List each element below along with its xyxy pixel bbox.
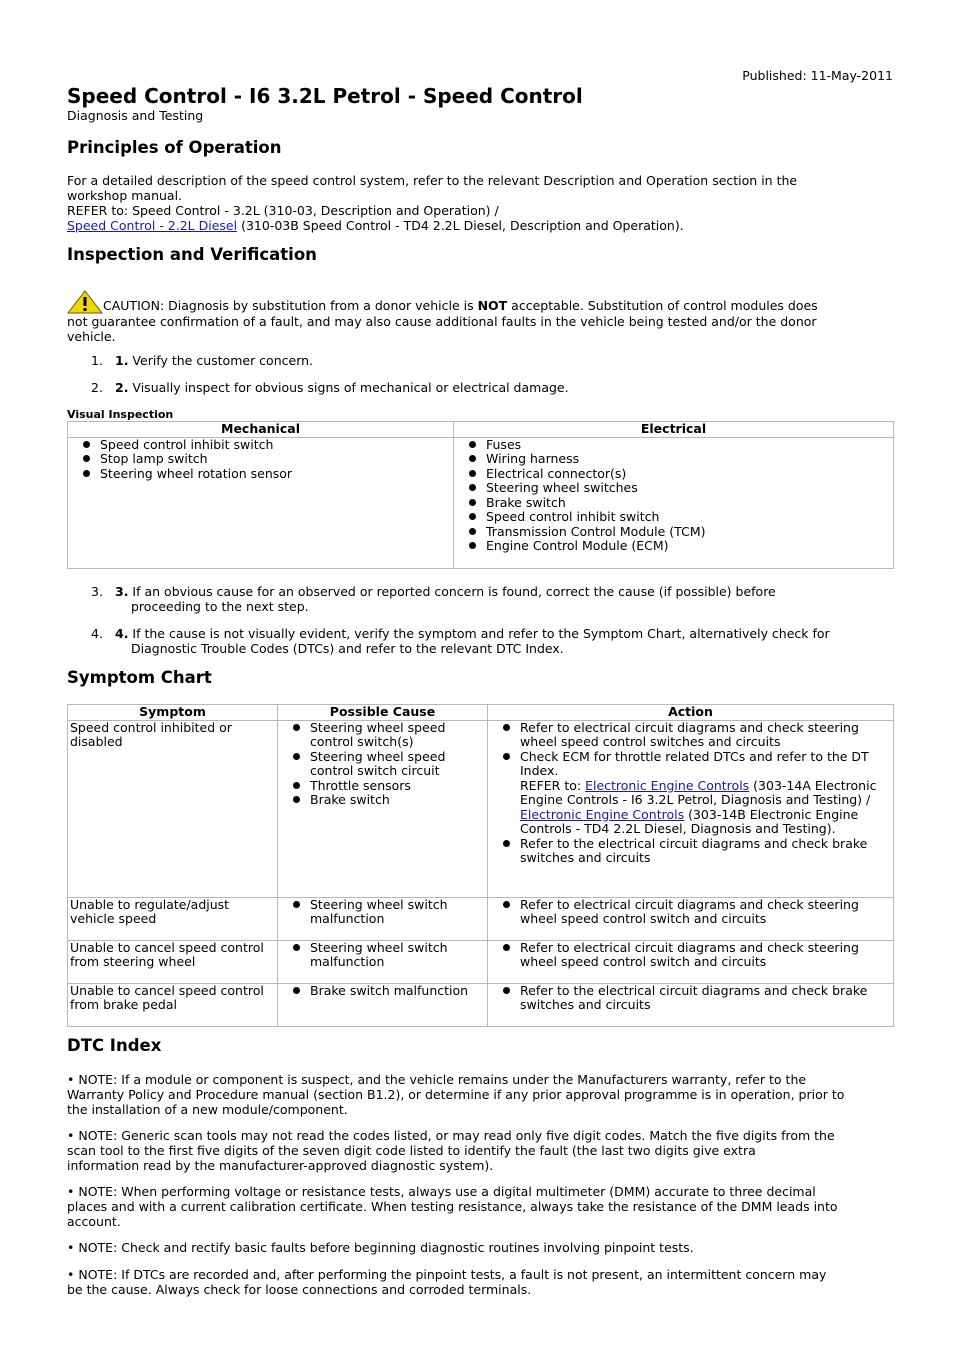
step-1-bold: 1. [115, 353, 129, 368]
note-line: be the cause. Always check for loose connections and corroded terminals. [67, 1282, 532, 1297]
note-line: account. [67, 1214, 121, 1229]
column-header-mechanical: Mechanical [68, 422, 454, 438]
note-line: • NOTE: If a module or component is suspect, and the vehicle remains under the Manufacturers warranty, refer to the [67, 1072, 807, 1087]
list-item: Brake switch malfunction [310, 984, 485, 999]
list-item: Refer to electrical circuit diagrams and check steering wheel speed control switch and circuits [520, 941, 891, 970]
action-cell [488, 940, 894, 983]
table-row [68, 983, 894, 1026]
column-header-electrical: Electrical [454, 422, 894, 438]
cause-list [280, 984, 485, 999]
mechanical-cell [68, 437, 454, 568]
note-line: • NOTE: Generic scan tools may not read the codes listed, or may read only five digit codes. Match the five digits from the [67, 1128, 835, 1143]
inspection-heading: Inspection and Verification [67, 245, 317, 264]
note-warranty [67, 1072, 893, 1117]
electronic-engine-controls-link-1[interactable]: Electronic Engine Controls [585, 777, 750, 793]
principles-line-2: workshop manual. [67, 188, 183, 203]
table-header-row [68, 705, 894, 721]
step-2-bold: 2. [115, 380, 129, 395]
caution-text-pre: CAUTION: Diagnosis by substitution from a donor vehicle is [103, 298, 478, 313]
principles-line-4-rest: (310-03B Speed Control - TD4 2.2L Diesel, Description and Operation). [237, 218, 684, 233]
action-list [490, 941, 891, 970]
step-4-body: If the cause is not visually evident, verify the symptom and refer to the Symptom Chart, alternatively check for [128, 626, 830, 641]
action-list [490, 721, 891, 866]
caution-block [67, 290, 893, 344]
list-item: Steering wheel rotation sensor [100, 467, 451, 482]
list-item: Steering wheel speed control switch(s) [310, 721, 485, 750]
caution-line-1 [67, 290, 893, 314]
step-2-body: Visually inspect for obvious signs of mechanical or electrical damage. [128, 380, 569, 395]
list-item: Refer to the electrical circuit diagrams and check brake switches and circuits [520, 984, 891, 1013]
note-line: the installation of a new module/component. [67, 1102, 348, 1117]
list-item: Stop lamp switch [100, 452, 451, 467]
refer-to-label: REFER to: [520, 777, 586, 793]
step-4-text [115, 626, 893, 656]
action-text: Check ECM for throttle related DTCs and refer to the DT Index. [520, 748, 869, 778]
electrical-cell [454, 437, 894, 568]
step-4-number: 4. [91, 626, 103, 641]
column-header-action: Action [488, 705, 894, 721]
list-item: Refer to the electrical circuit diagrams and check brake switches and circuits [520, 837, 891, 866]
caution-line-2: not guarantee confirmation of a fault, and may also cause additional faults in the vehicle being tested and/or the donor [67, 314, 817, 329]
step-3-bold: 3. [115, 584, 129, 599]
cause-list [280, 941, 485, 970]
step-3-line-2: proceeding to the next step. [131, 599, 309, 614]
list-item: Transmission Control Module (TCM) [486, 525, 891, 540]
list-item: Brake switch [486, 496, 891, 511]
note-line: • NOTE: When performing voltage or resistance tests, always use a digital multimeter (DMM) accurate to three decimal [67, 1184, 816, 1199]
step-3-body: If an obvious cause for an observed or reported concern is found, correct the cause (if possible) before [128, 584, 776, 599]
step-2-text [115, 380, 893, 395]
list-item: Throttle sensors [310, 779, 485, 794]
step-3-text [115, 584, 893, 614]
column-header-possible-cause: Possible Cause [278, 705, 488, 721]
cause-list [280, 898, 485, 927]
list-item: Fuses [486, 438, 891, 453]
visual-inspection-label: Visual Inspection [67, 408, 174, 421]
list-item: Wiring harness [486, 452, 891, 467]
action-cell [488, 897, 894, 940]
mechanical-list [70, 438, 451, 482]
symptom-chart-table [67, 704, 894, 1027]
action-cell [488, 720, 894, 897]
visual-inspection-table [67, 421, 894, 569]
step-1-text [115, 353, 893, 368]
symptom-cell: Unable to regulate/adjust vehicle speed [68, 897, 278, 940]
symptom-cell: Unable to cancel speed control from steering wheel [68, 940, 278, 983]
published-date: Published: 11-May-2011 [742, 68, 893, 83]
dtc-index-heading: DTC Index [67, 1036, 162, 1055]
step-1-number: 1. [91, 353, 103, 368]
note-line: places and with a current calibration certificate. When testing resistance, always take the resistance of the DMM leads into [67, 1199, 838, 1214]
cause-cell [278, 983, 488, 1026]
table-row [68, 437, 894, 568]
note-line: • NOTE: Check and rectify basic faults before beginning diagnostic routines involving pinpoint tests. [67, 1240, 694, 1255]
column-header-symptom: Symptom [68, 705, 278, 721]
note-intermittent [67, 1267, 893, 1297]
note-generic-scan-tools [67, 1128, 893, 1173]
note-line: • NOTE: If DTCs are recorded and, after performing the pinpoint tests, a fault is not present, an intermittent concern may [67, 1267, 827, 1282]
cause-cell [278, 720, 488, 897]
principles-line-1: For a detailed description of the speed control system, refer to the relevant Description and Operation section in the [67, 173, 798, 188]
table-row [68, 897, 894, 940]
list-item [520, 750, 891, 837]
list-item: Electrical connector(s) [486, 467, 891, 482]
electrical-list [456, 438, 891, 554]
warning-triangle-icon [67, 290, 103, 314]
list-item: Refer to electrical circuit diagrams and check steering wheel speed control switch and circuits [520, 898, 891, 927]
principles-line-4 [67, 218, 893, 233]
step-3-number: 3. [91, 584, 103, 599]
step-4-bold: 4. [115, 626, 129, 641]
page-subtitle: Diagnosis and Testing [67, 108, 204, 123]
note-line: information read by the manufacturer-approved diagnostic system). [67, 1158, 494, 1173]
electronic-engine-controls-link-2[interactable]: Electronic Engine Controls [520, 806, 685, 822]
action-list [490, 898, 891, 927]
symptom-chart-heading: Symptom Chart [67, 668, 212, 687]
speed-control-diesel-link[interactable]: Speed Control - 2.2L Diesel [67, 218, 238, 233]
list-item: Refer to electrical circuit diagrams and check steering wheel speed control switches and circuits [520, 721, 891, 750]
list-item: Speed control inhibit switch [100, 438, 451, 453]
list-item: Speed control inhibit switch [486, 510, 891, 525]
cause-cell [278, 897, 488, 940]
action-text: (303-14A Electronic Engine Controls - I6 3.2L Petrol, Diagnosis and Testing) / [520, 777, 877, 807]
note-basic-faults [67, 1240, 893, 1255]
step-2-number: 2. [91, 380, 103, 395]
list-item: Steering wheel speed control switch circuit [310, 750, 485, 779]
caution-line-3: vehicle. [67, 329, 116, 344]
list-item: Brake switch [310, 793, 485, 808]
note-dmm [67, 1184, 893, 1229]
caution-text-post: acceptable. Substitution of control modules does [507, 298, 818, 313]
action-list [490, 984, 891, 1013]
cause-list [280, 721, 485, 808]
action-cell [488, 983, 894, 1026]
principles-paragraph [67, 173, 893, 233]
principles-line-3: REFER to: Speed Control - 3.2L (310-03, Description and Operation) / [67, 203, 499, 218]
list-item: Engine Control Module (ECM) [486, 539, 891, 554]
list-item: Steering wheel switch malfunction [310, 941, 485, 970]
caution-not: NOT [477, 298, 508, 313]
table-row [68, 720, 894, 897]
step-4-line-2: Diagnostic Trouble Codes (DTCs) and refer to the relevant DTC Index. [131, 641, 564, 656]
list-item: Steering wheel switches [486, 481, 891, 496]
note-line: scan tool to the first five digits of the seven digit code listed to identify the fault (the last two digits give extra [67, 1143, 756, 1158]
page-title: Speed Control - I6 3.2L Petrol - Speed Control [67, 84, 583, 108]
note-line: Warranty Policy and Procedure manual (section B1.2), or determine if any prior approval programme is in operation, prior to [67, 1087, 845, 1102]
symptom-cell: Unable to cancel speed control from brake pedal [68, 983, 278, 1026]
step-1-body: Verify the customer concern. [128, 353, 314, 368]
symptom-cell: Speed control inhibited or disabled [68, 720, 278, 897]
list-item: Steering wheel switch malfunction [310, 898, 485, 927]
principles-heading: Principles of Operation [67, 138, 282, 157]
table-row [68, 940, 894, 983]
table-header-row [68, 422, 894, 438]
cause-cell [278, 940, 488, 983]
action-text: (303-14B Electronic Engine Controls - TD4 2.2L Diesel, Diagnosis and Testing). [520, 806, 859, 836]
